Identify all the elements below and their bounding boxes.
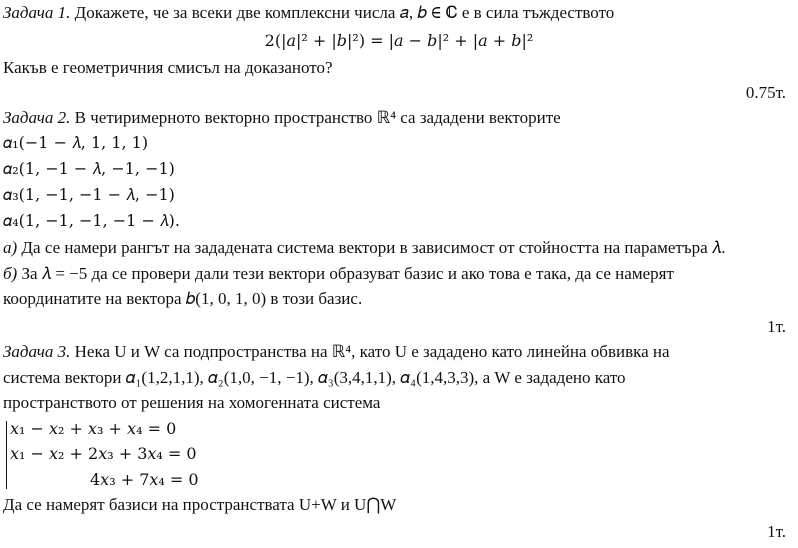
task2-vector-2: 𝛼₂(1, −1 − 𝜆, −1, −1) [3,159,175,178]
task1-formula: 2(|𝑎|² + |𝑏|²) = |𝑎 − 𝑏|² + |𝑎 + 𝑏|² [264,31,534,50]
task2-points: 1т. [767,317,786,336]
task3-text-2: система вектори 𝛼₁(1,2,1,1), 𝛼₂(1,0, −1, −1), 𝛼₃(3,4,1,1), 𝛼₄(1,4,3,3), а W е зададено като [3,368,626,387]
task2-part-b-text: За 𝜆 = −5 да се провери дали тези вектори образуват базис и ако това е така, да се намерят [17,264,674,283]
task2-part-a-text: Да се намери рангът на зададената система вектори в зависимост от стойността на параметъра 𝜆. [17,238,726,257]
task2-part-b-label: б) [3,264,18,283]
system-equation-1: 𝑥₁ − 𝑥₂ + 𝑥₃ + 𝑥₄ = 0 [10,419,177,438]
task2-statement [3,108,561,128]
task3-text-3: пространството от решения на хомогенната система [3,393,381,412]
task2-label: Задача 2. [3,108,71,127]
task3-statement [3,342,670,362]
task1-label: Задача 1. [3,3,71,22]
task2-vector-3: 𝛼₃(1, −1, −1 − 𝜆, −1) [3,185,175,204]
task2-part-b-cont: координатите на вектора 𝑏(1, 0, 1, 0) в този базис. [3,289,363,308]
system-equation-2: 𝑥₁ − 𝑥₂ + 2𝑥₃ + 3𝑥₄ = 0 [10,444,197,463]
task1-question: Какъв е геометричния смисъл на доказаното? [3,58,333,77]
task2-vector-1: 𝛼₁(−1 − 𝜆, 1, 1, 1) [3,133,149,152]
task2-text: В четиримерното векторно пространство ℝ⁴ са зададени векторите [70,108,561,127]
task3-label: Задача 3. [3,342,71,361]
task1-points: 0.75т. [745,83,786,102]
task2-part-b [3,264,674,284]
task2-part-a-label: а) [3,238,18,257]
task3-question: Да се намерят базиси на пространствата U+W и U⋂W [3,495,397,514]
system-brace [6,421,7,489]
task3-points: 1т. [767,522,786,541]
task1-text: Докажете, че за всеки две комплексни числа 𝑎, 𝑏 ∈ ℂ е в сила тъждеството [70,3,615,22]
task2-vector-4: 𝛼₄(1, −1, −1, −1 − 𝜆). [3,211,180,230]
task2-part-a [3,238,725,258]
task1-statement [3,3,614,23]
system-equation-3: 4𝑥₃ + 7𝑥₄ = 0 [90,470,199,489]
task3-text: Нека U и W са подпространства на ℝ⁴, като U е зададено като линейна обвивка на [70,342,670,361]
